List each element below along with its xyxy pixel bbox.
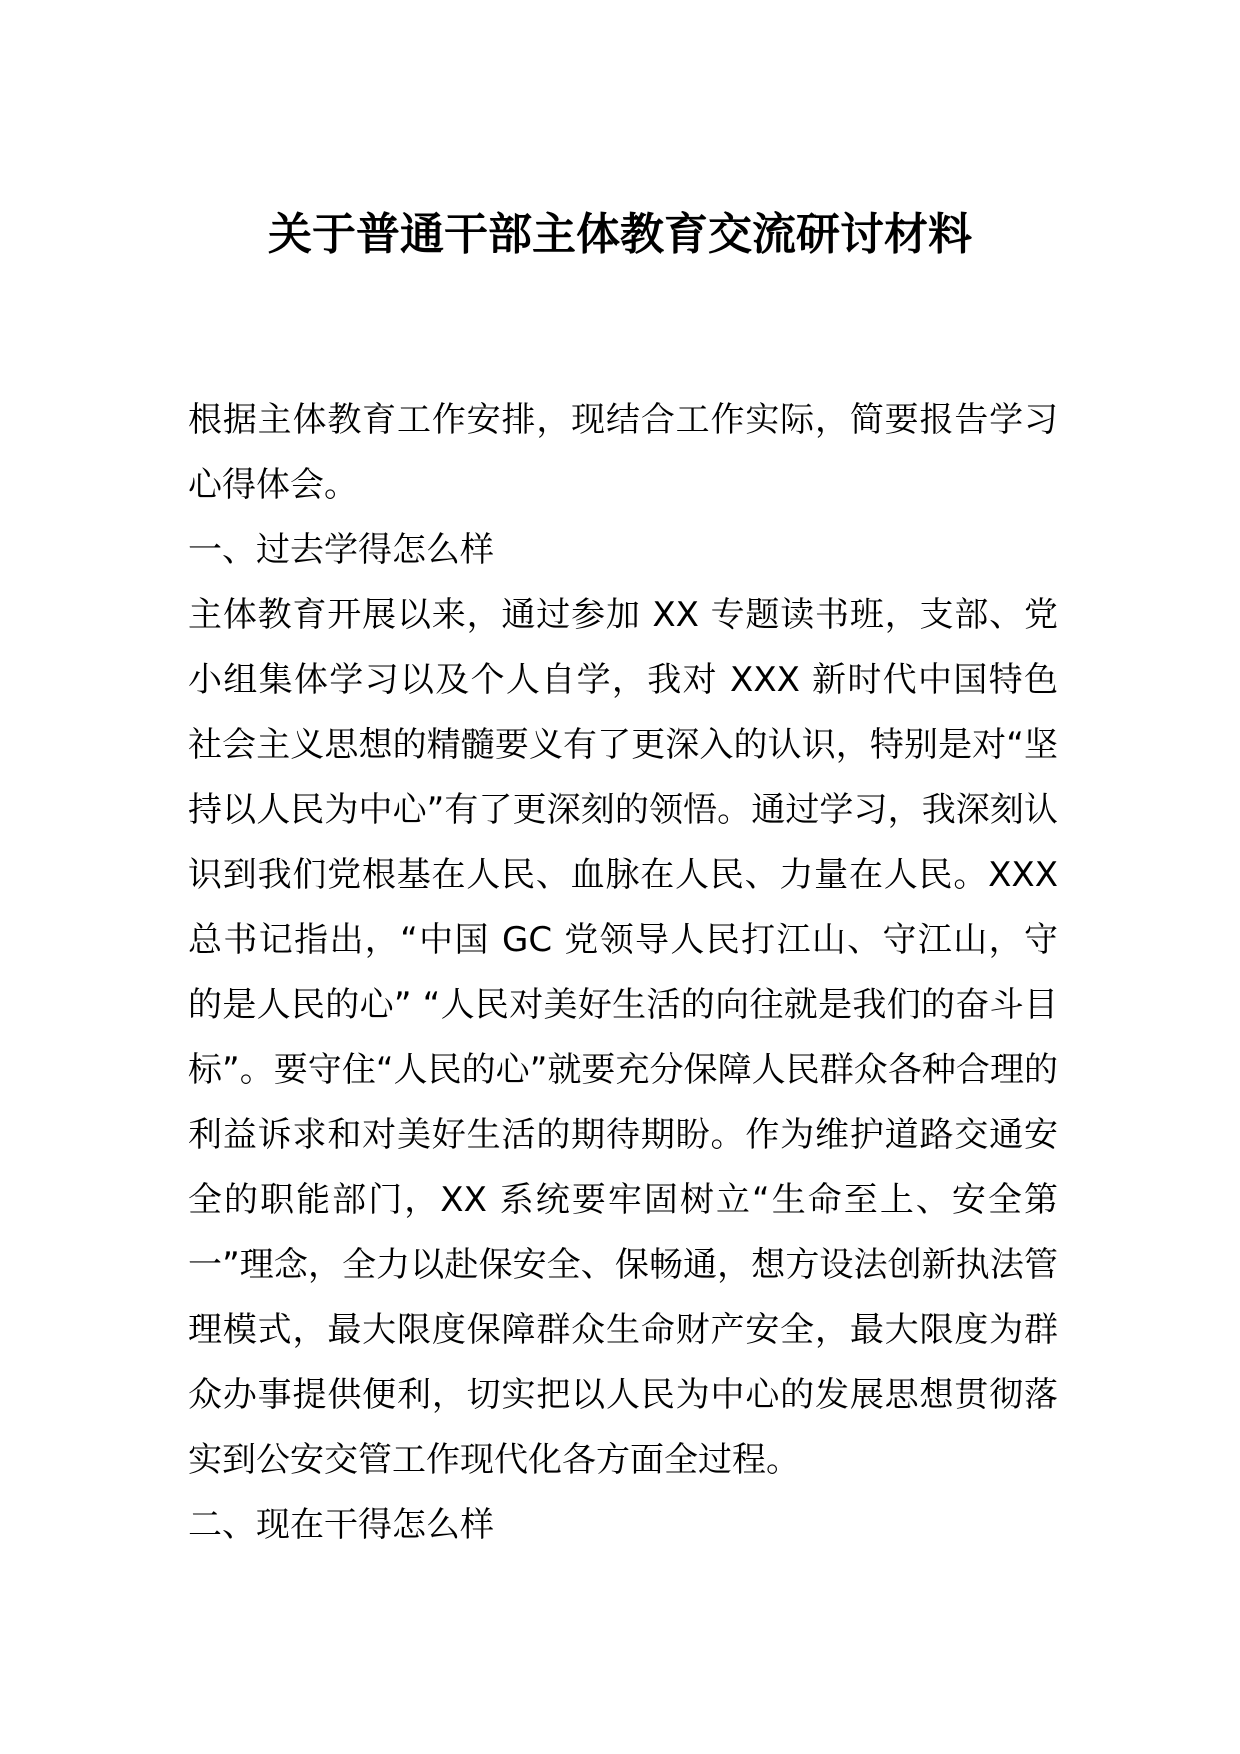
document-title: 关于普通干部主体教育交流研讨材料 bbox=[268, 209, 972, 260]
intro-paragraph: 根据主体教育工作安排，现结合工作实际，简要报告学习心得体会。 bbox=[188, 400, 1058, 505]
section-1-heading: 一、过去学得怎么样 bbox=[188, 530, 494, 570]
document-body bbox=[188, 388, 1058, 1558]
section-1-paragraph: 主体教育开展以来，通过参加 XX 专题读书班，支部、党小组集体学习以及个人自学，我对 XXX 新时代中国特色社会主义思想的精髓要义有了更深入的认识，特别是对“坚持以人民为中心”有了更深刻的领悟。通过学习，我深刻认识到我们党根基在人民、血脉在人民、力量在人民。XXX 总书记指出，“中国 GC 党领导人民打江山、守江山，守的是人民的心” “人民对美好生活的向往就是我们的奋斗目标”。要守住“人民的心”就要充分保障人民群众各种合理的利益诉求和对美好生活的期待期盼。作为维护道路交通安全的职能部门，XX 系统要牢固树立“生命至上、安全第一”理念，全力以赴保安全、保畅通，想方设法创新执法管理模式，最大限度保障群众生命财产安全，最大限度为群众办事提供便利，切实把以人民为中心的发展思想贯彻落实到公安交管工作现代化各方面全过程。 bbox=[188, 595, 1058, 1480]
section-2-heading: 二、现在干得怎么样 bbox=[188, 1505, 494, 1545]
